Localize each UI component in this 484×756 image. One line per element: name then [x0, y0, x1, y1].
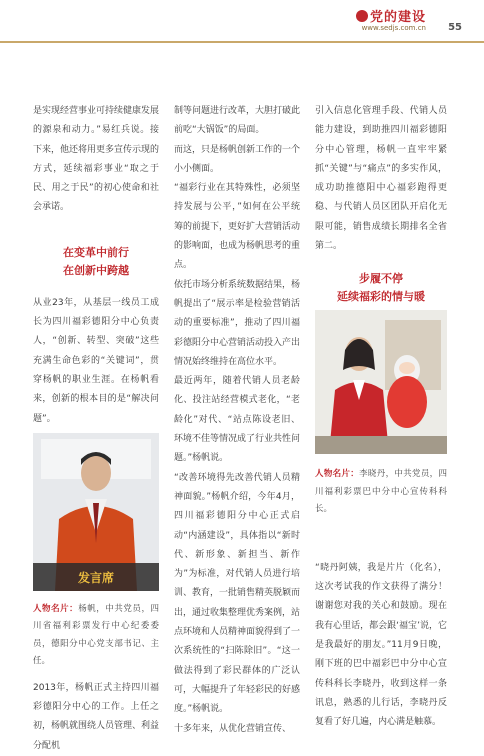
section-title-1-line-2: 在创新中跨越 [63, 263, 129, 277]
col2-paragraph-1: 制等问题进行改革，大胆打破此前吃“大锅饭”的局面。 [174, 106, 301, 136]
portrait-photo-li-xiaodan [315, 310, 447, 454]
site-url: www.sedjs.com.cn [361, 24, 426, 32]
col3-paragraph-1: 引入信息化管理手段、代销人员能力建设，到助推四川福彩德阳分中心管理，杨帆一直牢牢紧抓“关键”与“痛点”的多实作风，成功助推德阳中心福彩跑得更稳、与代销人员区团队开启化无限可能，销售成绩长期排名全省第二。 [315, 106, 447, 252]
col1-paragraph-2: 从业23年，从基层一线员工成长为四川福彩德阳分中心负责人，“创新、转型、突破”这些充满生命色彩的“关键词”，贯穿杨帆的职业生涯。在杨帆看来，创新的根本目的是“解决问题”。 [33, 297, 159, 424]
caption-text: 李晓丹，中共党员，四川福利彩票巴中分中心宣传科科长。 [315, 469, 447, 515]
col1-paragraph-1: 是实现经营事业可持续健康发展的源泉和动力。”易红兵说。接下来，他还将用更多宣传示现的方式，延续福彩事业“取之于民、用之于民”的初心使命和社会承诺。 [33, 106, 160, 213]
col2-paragraph-2: 而这，只是杨帆创新工作的一个小小侧面。 [174, 144, 301, 174]
header-rule [0, 41, 484, 43]
page-number: 55 [448, 22, 462, 33]
section-title-1-line-1: 在变革中前行 [63, 245, 129, 259]
col2-paragraph-5: 最近两年，随着代销人员老龄化、投注站经营模式老化，“老龄化”对代、“站点陈设老旧、环境不佳等情况成了行业共性问题。”杨帆说。 [174, 376, 301, 464]
column-2 [174, 102, 300, 739]
portrait-photo-yang-fan [33, 433, 159, 591]
portrait-illustration [33, 433, 159, 591]
caption-text: 杨帆，中共党员，四川省福利彩票发行中心纪委委员，德阳分中心党支部书记、主任。 [33, 603, 159, 667]
party-emblem-icon [356, 10, 368, 22]
column-1 [33, 102, 159, 756]
section-title-2-line-1: 步履不停 [359, 272, 403, 286]
section-title-2-line-2: 延续福彩的情与暖 [337, 290, 425, 304]
col2-paragraph-6: “改善环境得先改善代销人员精神面貌。”杨帆介绍，今年4月，四川福彩德阳分中心正式启动“内涵建设”，具体指以“新时代、新形象、新担当、新作为”为标准，对代销人员进行培训、教育，一批销售精英脱颖而出，通过收集整理优秀案例，站点环境和人员精神面貌得到了一次系统性的“扫陈除旧”。“这一做法得到了彩民群体的广泛认可，大幅提升了年轻彩民的好感度。”杨帆说。 [174, 472, 301, 715]
caption-lead: 人物名片： [33, 603, 79, 614]
caption-li-xiaodan [315, 466, 447, 519]
portrait-illustration [315, 310, 447, 454]
caption-lead: 人物名片： [315, 469, 360, 480]
section-title-2 [315, 270, 447, 306]
caption-yang-fan [33, 601, 159, 671]
svg-text:发言席: 发言席 [77, 570, 115, 585]
section-title-1 [33, 244, 159, 280]
column-3 [315, 102, 447, 733]
col1-paragraph-3: 2013年，杨帆正式主持四川福彩德阳分中心的工作。上任之初，杨帆就围绕人员管理、利益分配机 [33, 682, 160, 751]
col2-paragraph-3: “福彩行业在其特殊性，必须坚持发展与公平，”如何在公平统筹的前提下，更好扩大营销活动的影响面，也成为杨帆思考的重点。 [174, 183, 301, 271]
col2-paragraph-7: 十多年来，从优化营销宣传、 [174, 723, 292, 734]
magazine-logo [356, 6, 426, 25]
col2-paragraph-4: 依托市场分析系统数据结果，杨帆提出了“展示率是检验营销活动的重要标准”，推动了四川福彩德阳分中心营销活动投入产出情况始终维持在高位水平。 [174, 279, 301, 367]
logo-text: 党的建设 [369, 10, 426, 25]
col3-paragraph-2: “晓丹阿姨，我是片片（化名），这次考试我的作文获得了满分！谢谢您对我的关心和鼓励。现在我有心里话，都会跟‘福宝’说，它是我最好的朋友。”11月9日晚，刚下班的巴中福彩巴中分中心宣传科科长李晓丹，收到这样一条讯息，熟悉的儿行话，李晓丹反复看了好几遍，内心满是触慕。 [315, 562, 447, 728]
